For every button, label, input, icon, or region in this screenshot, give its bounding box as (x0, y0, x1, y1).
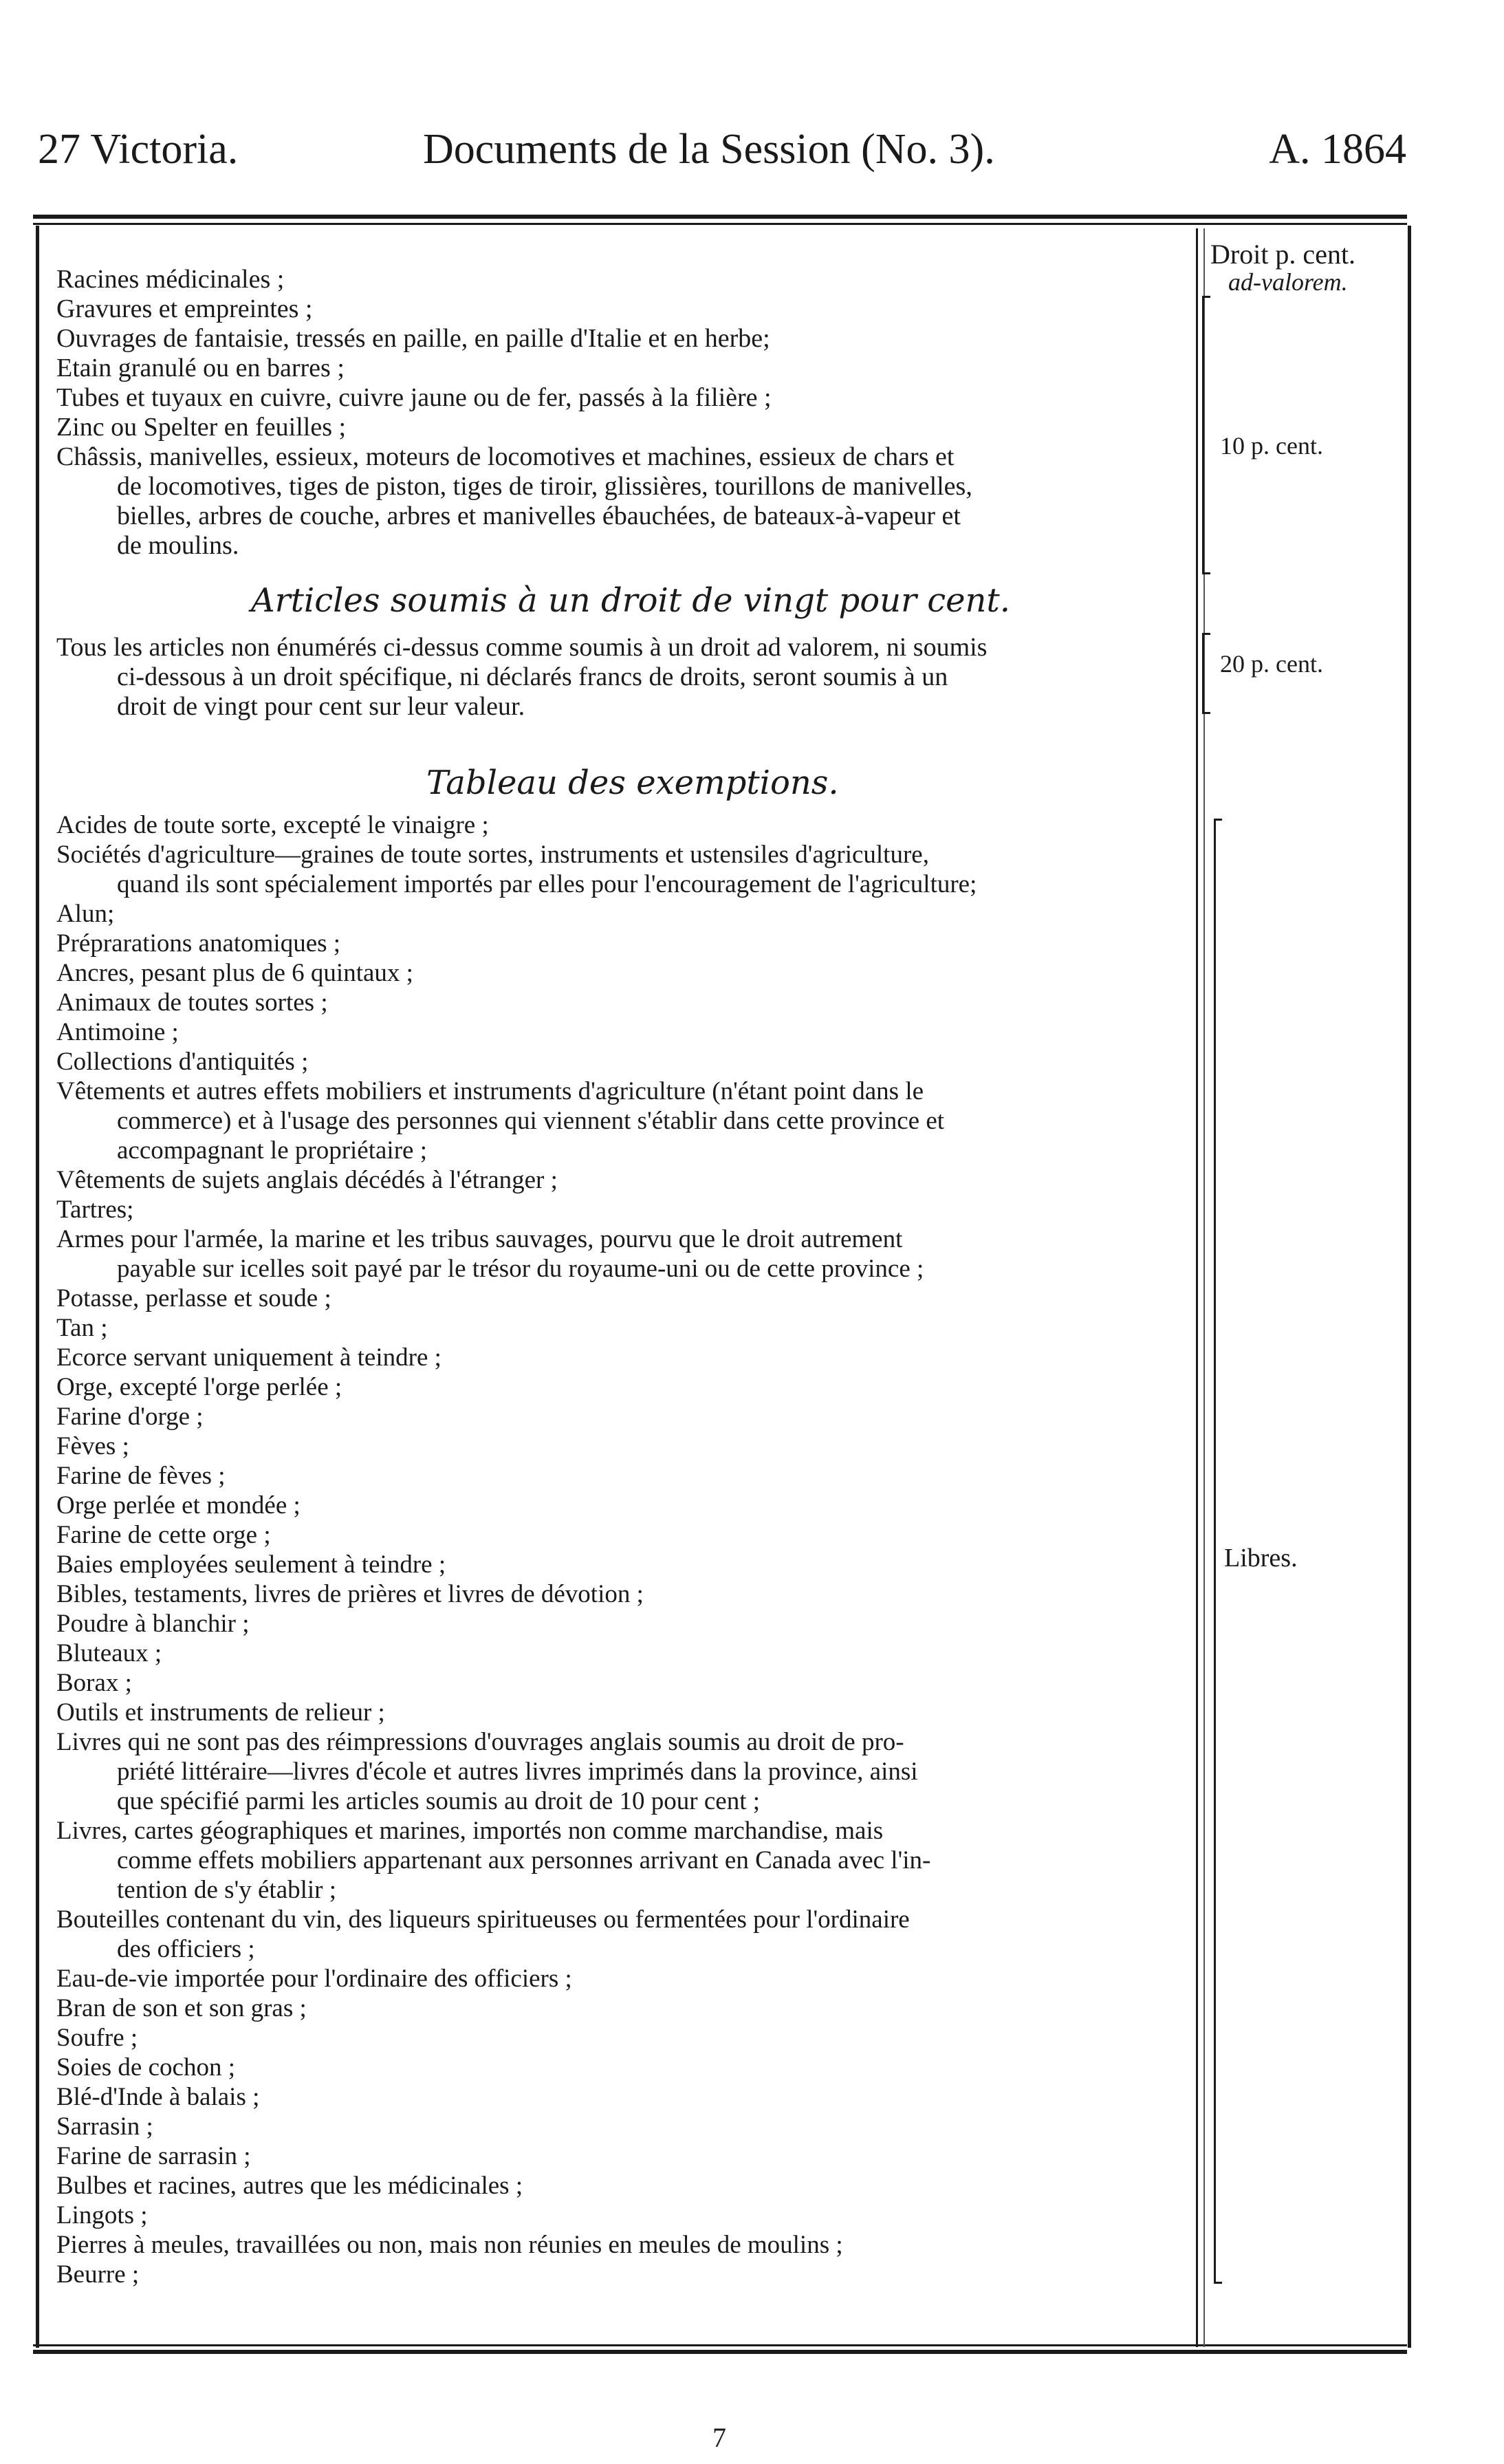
list-item: Baies employées seulement à teindre ; (56, 1550, 446, 1579)
list-item-continuation: tention de s'y établir ; (117, 1876, 337, 1904)
list-item-continuation: quand ils sont spécialement importés par elles pour l'encouragement de l'agriculture; (117, 870, 977, 898)
list-item-continuation: de moulins. (117, 531, 239, 560)
brace-ten-percent (1202, 296, 1204, 574)
list-item: Farine d'orge ; (56, 1403, 204, 1431)
list-item-continuation: de locomotives, tiges de piston, tiges de tiroir, glissières, tourillons de manivelles, (117, 472, 972, 501)
list-item: Bran de son et son gras ; (56, 1994, 307, 2022)
list-item: Acides de toute sorte, excepté le vinaigre ; (56, 811, 489, 839)
list-item: Fèves ; (56, 1432, 129, 1460)
list-item: Vêtements et autres effets mobiliers et instruments d'agriculture (n'étant point dans le (56, 1077, 924, 1105)
list-item-continuation: priété littéraire—livres d'école et autres livres imprimés dans la province, ainsi (117, 1758, 918, 1786)
list-item-continuation: accompagnant le propriétaire ; (117, 1136, 427, 1165)
list-item: Borax ; (56, 1669, 132, 1697)
paragraph-line: droit de vingt pour cent sur leur valeur. (117, 692, 525, 721)
list-item-continuation: bielles, arbres de couche, arbres et manivelles ébauchées, de bateaux-à-vapeur et (117, 501, 961, 530)
rate-ten-percent: 10 p. cent. (1220, 432, 1323, 460)
list-item: Tartres; (56, 1196, 134, 1224)
rate-label: Droit p. cent. (1210, 239, 1356, 270)
list-item: Livres qui ne sont pas des réimpressions d'ouvrages anglais soumis au droit de pro- (56, 1728, 904, 1756)
list-item: Antimoine ; (56, 1018, 179, 1046)
list-item: Sarrasin ; (56, 2112, 153, 2141)
list-item: Tan ; (56, 1314, 108, 1342)
list-item-continuation: commerce) et à l'usage des personnes qui viennent s'établir dans cette province et (117, 1107, 945, 1135)
header-title: Documents de la Session (No. 3). (423, 126, 995, 173)
list-item-continuation: des officiers ; (117, 1935, 255, 1963)
list-item: Armes pour l'armée, la marine et les tribus sauvages, pourvu que le droit autrement (56, 1225, 903, 1253)
list-item-continuation: que spécifié parmi les articles soumis au droit de 10 pour cent ; (117, 1787, 761, 1815)
list-item: Blé-d'Inde à balais ; (56, 2083, 260, 2111)
list-item: Bluteaux ; (56, 1639, 162, 1667)
rate-header (1210, 241, 1396, 296)
page-number: 7 (712, 2422, 726, 2453)
section-title-exemptions: Tableau des exemptions. (426, 764, 839, 802)
list-item: Soufre ; (56, 2024, 138, 2052)
brace-twenty-percent (1202, 633, 1204, 714)
rate-twenty-percent: 20 p. cent. (1220, 650, 1323, 678)
exemptions-list (56, 810, 1191, 2289)
list-item: Préprarations anatomiques ; (56, 929, 341, 958)
column-separator (1196, 228, 1198, 2347)
list-item: Zinc ou Spelter en feuilles ; (56, 413, 347, 442)
list-item: Livres, cartes géographiques et marines, importés non comme marchandise, mais (56, 1817, 884, 1845)
list-item: Racines médicinales ; (56, 265, 285, 294)
list-item: Châssis, manivelles, essieux, moteurs de locomotives et machines, essieux de chars et (56, 442, 955, 471)
list-item: Beurre ; (56, 2260, 140, 2289)
list-item: Farine de sarrasin ; (56, 2142, 251, 2170)
brace-exemptions (1214, 819, 1216, 2284)
list-item: Etain granulé ou en barres ; (56, 354, 345, 382)
rate-label-italic: ad-valorem. (1228, 268, 1348, 296)
list-item: Outils et instruments de relieur ; (56, 1698, 385, 1727)
ten-percent-list (56, 265, 1191, 561)
list-item: Ancres, pesant plus de 6 quintaux ; (56, 959, 413, 987)
list-item: Pierres à meules, travaillées ou non, mais non réunies en meules de moulins ; (56, 2231, 843, 2259)
paragraph-line: ci-dessous à un droit spécifique, ni déclarés francs de droits, seront soumis à un (117, 662, 948, 691)
header-session-year: A. 1864 (1269, 126, 1406, 173)
header-rule-bottom (33, 223, 1407, 225)
list-item: Alun; (56, 900, 115, 928)
header-year: 27 Victoria. (38, 126, 239, 173)
list-item: Ecorce servant uniquement à teindre ; (56, 1343, 442, 1372)
list-item: Collections d'antiquités ; (56, 1048, 309, 1076)
list-item: Eau-de-vie importée pour l'ordinaire des officiers ; (56, 1965, 572, 1993)
list-item: Poudre à blanchir ; (56, 1610, 250, 1638)
list-item: Tubes et tuyaux en cuivre, cuivre jaune ou de fer, passés à la filière ; (56, 383, 772, 412)
section-title-twenty: Articles soumis à un droit de vingt pour cent. (251, 581, 1010, 620)
list-item: Farine de cette orge ; (56, 1521, 271, 1549)
list-item: Orge, excepté l'orge perlée ; (56, 1373, 342, 1401)
page-header (38, 125, 1406, 187)
rate-exemptions: Libres. (1224, 1544, 1298, 1573)
list-item: Vêtements de sujets anglais décédés à l'étranger ; (56, 1166, 558, 1194)
list-item: Orge perlée et mondée ; (56, 1491, 301, 1520)
list-item: Potasse, perlasse et soude ; (56, 1284, 331, 1312)
list-item: Soies de cochon ; (56, 2053, 235, 2082)
header-rule-top (33, 215, 1407, 219)
footer-rule-bottom (33, 2350, 1407, 2354)
list-item: Farine de fèves ; (56, 1462, 226, 1490)
list-item: Bouteilles contenant du vin, des liqueurs spiritueuses ou fermentées pour l'ordinaire (56, 1905, 910, 1934)
list-item: Bulbes et racines, autres que les médicinales ; (56, 2172, 523, 2200)
list-item-continuation: payable sur icelles soit payé par le trésor du royaume-uni ou de cette province ; (117, 1255, 924, 1283)
list-item: Sociétés d'agriculture—graines de toute sortes, instruments et ustensiles d'agriculture, (56, 841, 929, 869)
paragraph-line: Tous les articles non énumérés ci-dessus comme soumis à un droit ad valorem, ni soumis (56, 633, 988, 662)
twenty-percent-text (56, 633, 1191, 722)
list-item-continuation: comme effets mobiliers appartenant aux personnes arrivant en Canada avec l'in- (117, 1846, 931, 1874)
list-item: Animaux de toutes sortes ; (56, 988, 328, 1017)
list-item: Gravures et empreintes ; (56, 294, 313, 323)
list-item: Lingots ; (56, 2201, 148, 2229)
list-item: Bibles, testaments, livres de prières et livres de dévotion ; (56, 1580, 644, 1608)
list-item: Ouvrages de fantaisie, tressés en paille, en paille d'Italie et en herbe; (56, 324, 770, 353)
